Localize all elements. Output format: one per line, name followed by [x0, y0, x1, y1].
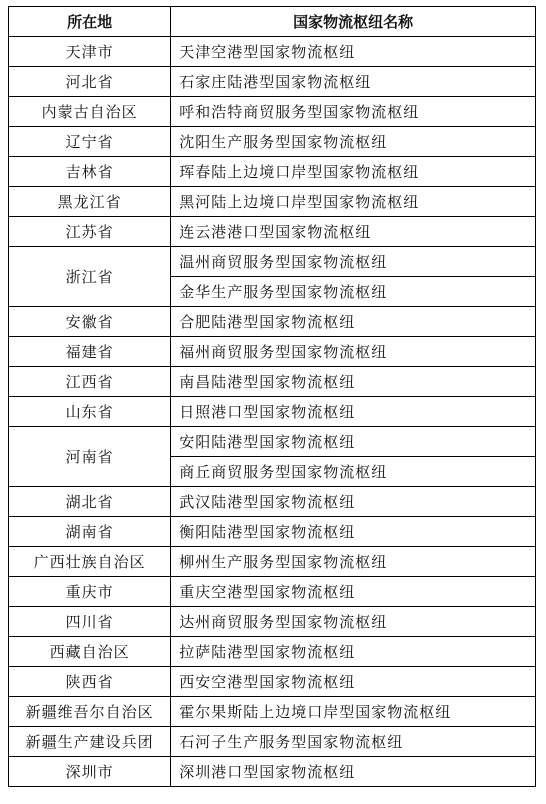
hub-name-cell: 石家庄陆港型国家物流枢纽: [171, 67, 536, 97]
hub-name-cell: 安阳陆港型国家物流枢纽: [171, 427, 536, 457]
hub-name-cell: 重庆空港型国家物流枢纽: [171, 577, 536, 607]
region-cell: 陕西省: [9, 667, 171, 697]
table-body: [9, 37, 536, 787]
region-cell: 深圳市: [9, 757, 171, 787]
region-cell: 新疆维吾尔自治区: [9, 697, 171, 727]
hub-name-cell: 天津空港型国家物流枢纽: [171, 37, 536, 67]
region-cell: 江苏省: [9, 217, 171, 247]
table-row: [9, 757, 536, 787]
region-cell: 四川省: [9, 607, 171, 637]
table-row: [9, 217, 536, 247]
hub-name-cell: 拉萨陆港型国家物流枢纽: [171, 637, 536, 667]
region-cell: 湖北省: [9, 487, 171, 517]
table-row: [9, 517, 536, 547]
hub-name-cell: 柳州生产服务型国家物流枢纽: [171, 547, 536, 577]
table-row: [9, 637, 536, 667]
table-row: [9, 157, 536, 187]
region-cell: 湖南省: [9, 517, 171, 547]
table-row: [9, 307, 536, 337]
hub-name-cell: 霍尔果斯陆上边境口岸型国家物流枢纽: [171, 697, 536, 727]
region-cell: 吉林省: [9, 157, 171, 187]
region-cell: 江西省: [9, 367, 171, 397]
region-cell: 广西壮族自治区: [9, 547, 171, 577]
table-row: [9, 367, 536, 397]
logistics-hub-table: [8, 6, 536, 787]
table-row: [9, 247, 536, 277]
hub-name-cell: 深圳港口型国家物流枢纽: [171, 757, 536, 787]
region-cell: 河北省: [9, 67, 171, 97]
region-cell: 辽宁省: [9, 127, 171, 157]
hub-name-cell: 武汉陆港型国家物流枢纽: [171, 487, 536, 517]
region-cell: 浙江省: [9, 247, 171, 307]
region-cell: 内蒙古自治区: [9, 97, 171, 127]
table-row: [9, 337, 536, 367]
hub-name-cell: 沈阳生产服务型国家物流枢纽: [171, 127, 536, 157]
hub-name-cell: 温州商贸服务型国家物流枢纽: [171, 247, 536, 277]
hub-name-cell: 福州商贸服务型国家物流枢纽: [171, 337, 536, 367]
hub-name-cell: 商丘商贸服务型国家物流枢纽: [171, 457, 536, 487]
table-row: [9, 67, 536, 97]
hub-name-cell: 合肥陆港型国家物流枢纽: [171, 307, 536, 337]
hub-name-cell: 金华生产服务型国家物流枢纽: [171, 277, 536, 307]
table-header-row: [9, 7, 536, 37]
region-cell: 重庆市: [9, 577, 171, 607]
hub-name-cell: 达州商贸服务型国家物流枢纽: [171, 607, 536, 637]
hub-name-cell: 南昌陆港型国家物流枢纽: [171, 367, 536, 397]
table-row: [9, 97, 536, 127]
region-cell: 山东省: [9, 397, 171, 427]
hub-name-cell: 西安空港型国家物流枢纽: [171, 667, 536, 697]
table-row: [9, 577, 536, 607]
table-row: [9, 187, 536, 217]
region-cell: 安徽省: [9, 307, 171, 337]
region-cell: 新疆生产建设兵团: [9, 727, 171, 757]
region-cell: 西藏自治区: [9, 637, 171, 667]
header-hub-name: 国家物流枢纽名称: [171, 7, 536, 37]
header-region: 所在地: [9, 7, 171, 37]
table-row: [9, 697, 536, 727]
region-cell: 黑龙江省: [9, 187, 171, 217]
hub-table-container: [8, 6, 536, 787]
table-row: [9, 427, 536, 457]
table-row: [9, 487, 536, 517]
table-row: [9, 727, 536, 757]
table-row: [9, 397, 536, 427]
region-cell: 福建省: [9, 337, 171, 367]
region-cell: 天津市: [9, 37, 171, 67]
table-row: [9, 667, 536, 697]
hub-name-cell: 呼和浩特商贸服务型国家物流枢纽: [171, 97, 536, 127]
hub-name-cell: 衡阳陆港型国家物流枢纽: [171, 517, 536, 547]
hub-name-cell: 黑河陆上边境口岸型国家物流枢纽: [171, 187, 536, 217]
hub-name-cell: 石河子生产服务型国家物流枢纽: [171, 727, 536, 757]
table-row: [9, 607, 536, 637]
hub-name-cell: 日照港口型国家物流枢纽: [171, 397, 536, 427]
table-row: [9, 547, 536, 577]
region-cell: 河南省: [9, 427, 171, 487]
hub-name-cell: 连云港港口型国家物流枢纽: [171, 217, 536, 247]
table-row: [9, 37, 536, 67]
hub-name-cell: 珲春陆上边境口岸型国家物流枢纽: [171, 157, 536, 187]
table-row: [9, 127, 536, 157]
